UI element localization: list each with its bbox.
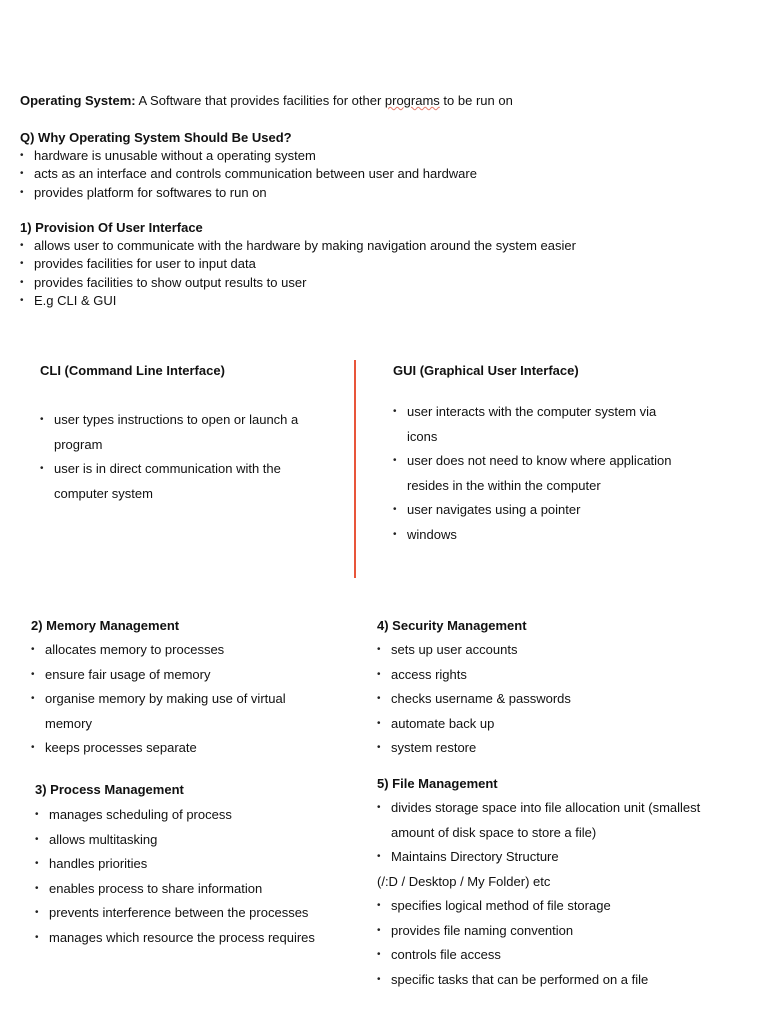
- cli-heading: CLI (Command Line Interface): [40, 363, 225, 378]
- list-item: • system restore: [377, 736, 571, 761]
- list-item: [393, 449, 672, 498]
- list-item: • allocates memory to processes: [31, 638, 286, 663]
- list-item: • sets up user accounts: [377, 638, 571, 663]
- list-item: • controls file access: [377, 943, 700, 968]
- why-list: [20, 147, 477, 202]
- os-definition-marked: programs: [384, 93, 440, 108]
- list-item: [31, 687, 286, 736]
- list-item: • provides facilities for user to input data: [20, 255, 576, 273]
- list-item: • acts as an interface and controls communication between user and hardware: [20, 165, 477, 183]
- security-heading: 4) Security Management: [377, 618, 527, 633]
- os-definition-text: A Software that provides facilities for other: [135, 93, 385, 108]
- list-item: • provides facilities to show output results to user: [20, 274, 576, 292]
- list-item-text: user does not need to know where application: [407, 453, 672, 468]
- list-item-text: user is in direct communication with the: [54, 461, 281, 476]
- provision-list: [20, 237, 576, 310]
- list-item: • handles priorities: [35, 852, 315, 877]
- list-item: • hardware is unusable without a operating system: [20, 147, 477, 165]
- security-list: [377, 638, 571, 761]
- list-item: • E.g CLI & GUI: [20, 292, 576, 310]
- list-item-text: program: [54, 436, 103, 452]
- list-item: • manages which resource the process requires: [35, 926, 315, 951]
- list-item-text: resides in the within the computer: [407, 477, 601, 493]
- file-list: [377, 796, 700, 992]
- list-item: [377, 796, 700, 845]
- list-item: • windows: [393, 523, 672, 548]
- list-item: • prevents interference between the processes: [35, 901, 315, 926]
- list-item: • specific tasks that can be performed on a file: [377, 968, 700, 993]
- list-item: • user navigates using a pointer: [393, 498, 672, 523]
- os-term: Operating System:: [20, 93, 136, 108]
- list-item-text: icons: [407, 428, 438, 444]
- list-item-continuation: (/:D / Desktop / My Folder) etc: [377, 873, 551, 889]
- list-item-text: computer system: [54, 485, 153, 501]
- process-list: [35, 803, 315, 950]
- list-item: • automate back up: [377, 712, 571, 737]
- list-item-text: divides storage space into file allocation unit (smallest: [391, 800, 701, 815]
- column-divider: [354, 360, 356, 578]
- list-item-text: organise memory by making use of virtual: [45, 691, 286, 706]
- provision-heading: 1) Provision Of User Interface: [20, 220, 203, 235]
- list-item-text: user types instructions to open or launch a: [54, 412, 299, 427]
- why-heading: Q) Why Operating System Should Be Used?: [20, 130, 292, 145]
- list-item: • checks username & passwords: [377, 687, 571, 712]
- memory-list: [31, 638, 286, 761]
- list-item: • access rights: [377, 663, 571, 688]
- list-item: • allows user to communicate with the hardware by making navigation around the system easier: [20, 237, 576, 255]
- list-item-text: memory: [45, 715, 92, 731]
- process-heading: 3) Process Management: [35, 782, 184, 797]
- memory-heading: 2) Memory Management: [31, 618, 180, 633]
- gui-heading: GUI (Graphical User Interface): [393, 363, 579, 378]
- list-item: • enables process to share information: [35, 877, 315, 902]
- list-item: [40, 408, 298, 457]
- os-definition: [20, 92, 513, 110]
- list-item-text: user interacts with the computer system via: [407, 404, 657, 419]
- cli-list: [40, 408, 298, 506]
- list-item-text: amount of disk space to store a file): [391, 824, 597, 840]
- list-item: [393, 400, 672, 449]
- list-item: • provides file naming convention: [377, 919, 700, 944]
- file-heading: 5) File Management: [377, 776, 498, 791]
- os-definition-tail: to be run on: [439, 93, 513, 108]
- list-item: • Maintains Directory Structure: [377, 845, 700, 870]
- list-item: [40, 457, 298, 506]
- list-item: • ensure fair usage of memory: [31, 663, 286, 688]
- gui-list: [393, 400, 672, 547]
- list-item: • allows multitasking: [35, 828, 315, 853]
- list-item: • specifies logical method of file storage: [377, 894, 700, 919]
- list-item: • keeps processes separate: [31, 736, 286, 761]
- list-item: • provides platform for softwares to run on: [20, 184, 477, 202]
- list-item: • manages scheduling of process: [35, 803, 315, 828]
